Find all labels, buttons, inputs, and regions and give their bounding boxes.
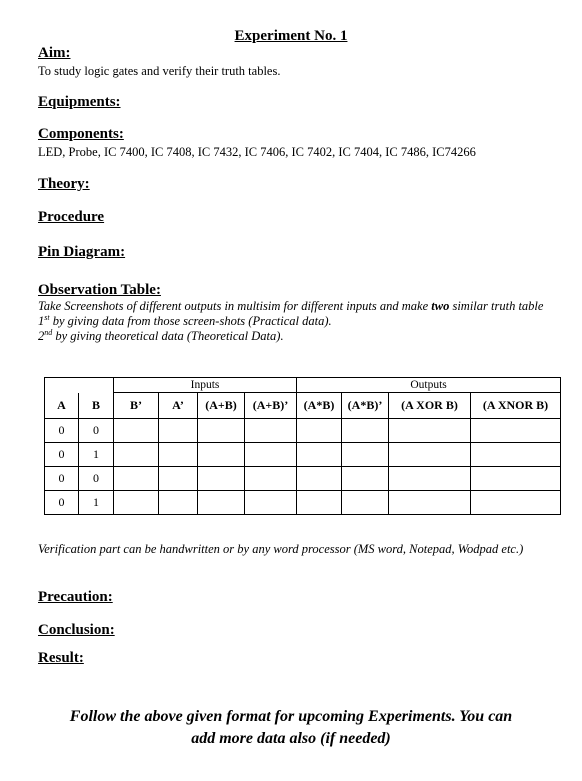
footer-line2: add more data also (if needed) xyxy=(191,730,391,747)
group-spacer-cell xyxy=(45,378,79,393)
instruction-line3-sup: nd xyxy=(44,327,53,337)
observation-instructions xyxy=(38,299,548,344)
instruction-line1-pre: Take Screenshots of different outputs in multisim for different inputs and make xyxy=(38,299,432,313)
group-inputs-label: Inputs xyxy=(114,378,297,393)
col-header: B xyxy=(79,393,114,419)
table-cell xyxy=(198,443,245,467)
col-header: (A XOR B) xyxy=(389,393,471,419)
table-cell xyxy=(389,443,471,467)
table-cell xyxy=(159,419,198,443)
observation-heading: Observation Table: xyxy=(38,282,161,298)
verification-note: Verification part can be handwritten or by any word processor (MS word, Notepad, Wodpad etc.) xyxy=(38,542,524,556)
table-cell xyxy=(389,491,471,515)
table-cell xyxy=(297,491,342,515)
table-cell xyxy=(297,467,342,491)
pin-diagram-heading: Pin Diagram: xyxy=(38,244,126,260)
table-cell: 1 xyxy=(79,491,114,515)
table-cell xyxy=(297,443,342,467)
table-cell xyxy=(471,491,561,515)
truth-table xyxy=(44,377,561,515)
table-cell xyxy=(471,443,561,467)
conclusion-heading: Conclusion: xyxy=(38,622,115,638)
col-header: A xyxy=(45,393,79,419)
table-cell xyxy=(114,467,159,491)
procedure-heading: Procedure xyxy=(38,209,105,225)
aim-heading: Aim: xyxy=(38,45,71,61)
table-cell xyxy=(159,467,198,491)
result-heading: Result: xyxy=(38,650,84,666)
aim-text: To study logic gates and verify their truth tables. xyxy=(38,64,281,78)
table-cell xyxy=(342,443,389,467)
column-header-row xyxy=(45,393,561,419)
table-row xyxy=(45,443,561,467)
col-header: (A*B)’ xyxy=(342,393,389,419)
theory-heading: Theory: xyxy=(38,176,90,192)
col-header: (A*B) xyxy=(297,393,342,419)
table-cell xyxy=(245,419,297,443)
table-row xyxy=(45,467,561,491)
group-outputs-label: Outputs xyxy=(297,378,561,393)
col-header: A’ xyxy=(159,393,198,419)
experiment-title: Experiment No. 1 xyxy=(234,28,348,44)
table-cell xyxy=(159,443,198,467)
group-spacer-cell xyxy=(79,378,114,393)
table-cell xyxy=(342,419,389,443)
instruction-line2-num: 1 xyxy=(38,314,45,328)
instruction-line1-bold: two xyxy=(431,299,450,313)
table-cell xyxy=(198,467,245,491)
col-header: (A+B)’ xyxy=(245,393,297,419)
table-cell xyxy=(114,419,159,443)
table-cell xyxy=(471,419,561,443)
table-cell xyxy=(389,419,471,443)
table-cell xyxy=(389,467,471,491)
table-cell xyxy=(159,491,198,515)
components-text: LED, Probe, IC 7400, IC 7408, IC 7432, IC 7406, IC 7402, IC 7404, IC 7486, IC74266 xyxy=(38,145,476,159)
table-cell xyxy=(342,491,389,515)
table-cell xyxy=(198,491,245,515)
table-cell: 0 xyxy=(45,443,79,467)
instruction-line3-num: 2 xyxy=(38,329,45,343)
table-cell xyxy=(471,467,561,491)
table-cell xyxy=(297,419,342,443)
components-heading: Components: xyxy=(38,126,124,142)
precaution-heading: Precaution: xyxy=(38,589,113,605)
table-cell xyxy=(245,443,297,467)
table-cell: 0 xyxy=(79,467,114,491)
table-cell: 0 xyxy=(45,491,79,515)
table-cell xyxy=(245,467,297,491)
table-cell: 0 xyxy=(45,419,79,443)
table-row xyxy=(45,419,561,443)
equipments-heading: Equipments: xyxy=(38,94,121,110)
col-header: B’ xyxy=(114,393,159,419)
instruction-line1-post: similar truth table xyxy=(449,299,544,313)
table-cell xyxy=(245,491,297,515)
table-cell xyxy=(198,419,245,443)
instruction-line2-sup: st xyxy=(44,312,50,322)
table-row xyxy=(45,491,561,515)
instruction-line3-text: by giving theoretical data (Theoretical Data). xyxy=(52,329,284,343)
group-header-row xyxy=(45,378,561,393)
table-cell xyxy=(114,443,159,467)
table-cell xyxy=(342,467,389,491)
instruction-line2-text: by giving data from those screen-shots (Practical data). xyxy=(49,314,332,328)
table-cell: 0 xyxy=(45,467,79,491)
table-cell: 0 xyxy=(79,419,114,443)
footer-note xyxy=(0,706,582,750)
table-cell: 1 xyxy=(79,443,114,467)
col-header: (A XNOR B) xyxy=(471,393,561,419)
table-cell xyxy=(114,491,159,515)
col-header: (A+B) xyxy=(198,393,245,419)
footer-line1: Follow the above given format for upcoming Experiments. You can xyxy=(69,708,513,725)
